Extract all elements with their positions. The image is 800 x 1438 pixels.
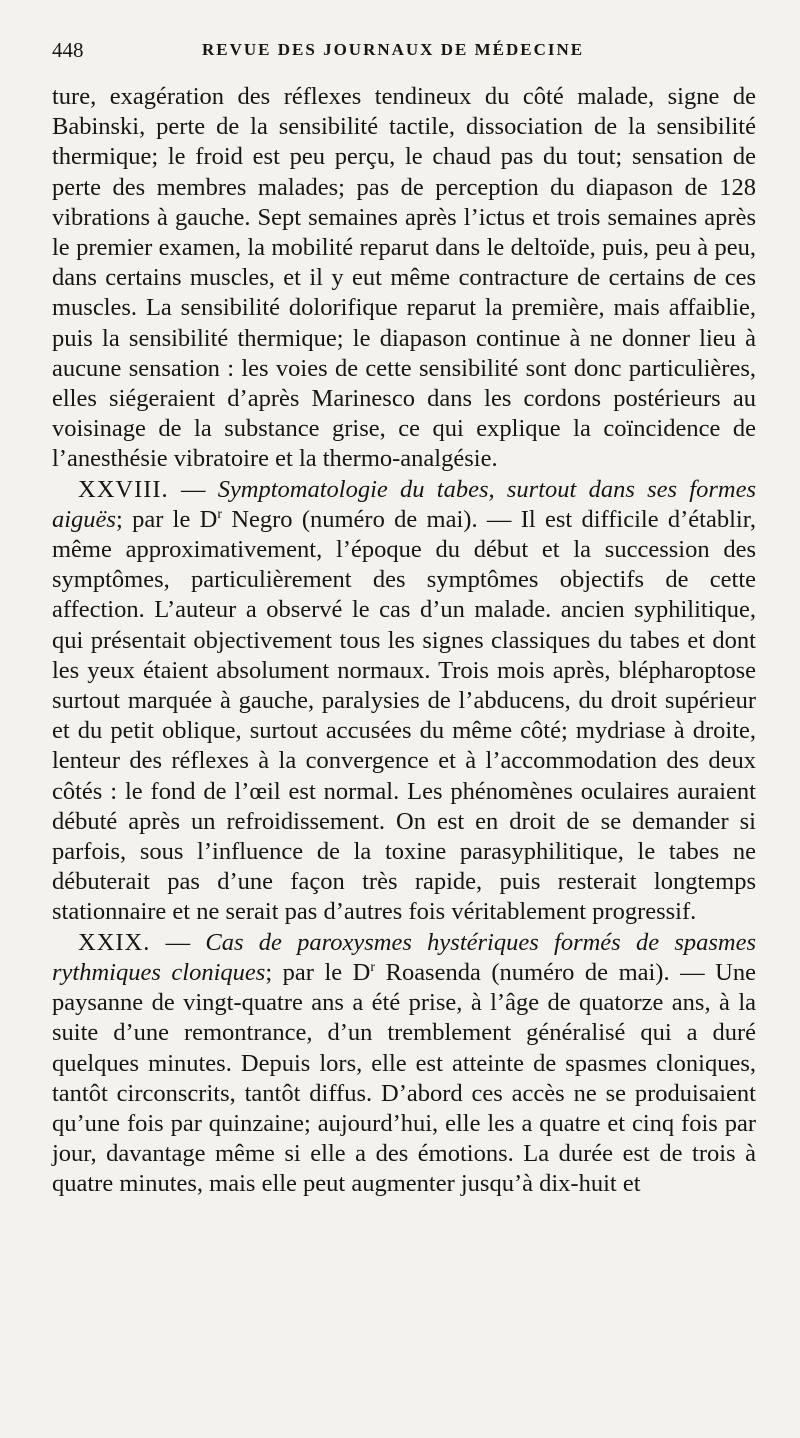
section-dash: — [150,928,206,956]
section-xxviii [52,475,756,928]
section-title: Symptomatologie du tabes, surtout dans ses formes aiguës [52,475,756,533]
section-text: Il est difficile d’établir, même approximativement, l’époque du début et la succession des symptômes, particulièrement des symptômes objectifs de cette affection. L’auteur a observé le cas d’un malade. ancien syphilitique, qui présentait objectivement tous les signes classiques du tabes et dont les yeux étaient absolument normaux. Trois mois après, blépharoptose surtout marquée à gauche, paralysies de l’abducens, du droit supérieur et du petit oblique, surtout accusées du même côté; mydriase à droite, lenteur des réflexes à la convergence et à l’accommodation des deux côtés : le fond de l’œil est normal. Les phénomènes oculaires auraient débuté après un refroidissement. On est en droit de se demander si parfois, sous l’influence de la toxine parasyphilitique, le tabes ne débuterait pas d’une façon très rapide, puis resterait longtemps stationnaire et ne serait pas d’autres fois véritablement progressif. [52,505,756,926]
section-dash: — [168,475,218,503]
section-number: XXIX. [78,928,151,956]
section-text: Une paysanne de vingt-quatre ans a été prise, à l’âge de quatorze ans, à la suite d’une remontrance, d’un tremblement généralisé qui a duré quelques minutes. Depuis lors, elle est atteinte de spasmes cloniques, tantôt circonscrits, tantôt diffus. D’abord ces accès ne se produisaient qu’une fois par quinzaine; aujourd’hui, elle les a quatre et cinq fois par jour, davantage même si elle a des émotions. La durée est de trois à quatre minutes, mais elle peut augmenter jusqu’à dix-huit et [52,958,756,1198]
section-superscript: r [217,506,223,522]
page-header [52,38,756,82]
section-superscript: r [370,959,376,975]
section-byline: ; par le D [115,505,218,533]
page-number: 448 [52,38,84,62]
section-number: XXVIII. [78,475,169,503]
section-author: Roasenda (numéro de mai). — [375,958,716,986]
section-author: Negro (numéro de mai). — [222,505,521,533]
continuation-paragraph: ture, exagération des réflexes tendineux du côté malade, signe de Babinski, perte de la sensibilité tactile, dissociation de la sensibilité thermique; le froid est peu perçu, le chaud pas du tout; sensation de perte des membres malades; pas de perception du diapason de 128 vibrations à gauche. Sept semaines après l’ictus et trois semaines après le premier examen, la mobilité reparut dans le deltoïde, puis, peu à peu, dans certains muscles, et il y eut même contracture de certains de ces muscles. La sensibilité dolorifique reparut la première, mais affaiblie, puis la sensibilité thermique; le diapason continue à ne donner lieu à aucune sensation : les voies de cette sensibilité sont donc particulières, elles siégeraient d’après Marinesco dans les cordons postérieurs au voisinage de la substance grise, ce qui explique la coïncidence de l’anesthésie vibratoire et la thermo-analgésie. [52,83,756,473]
section-xxix [52,928,756,1200]
section-byline: ; par le D [265,958,371,986]
article-body [52,82,756,1200]
section-title: Cas de paroxysmes hystériques formés de spasmes rythmiques cloniques [52,928,757,986]
running-head: REVUE DES JOURNAUX DE MÉDECINE [202,40,585,59]
